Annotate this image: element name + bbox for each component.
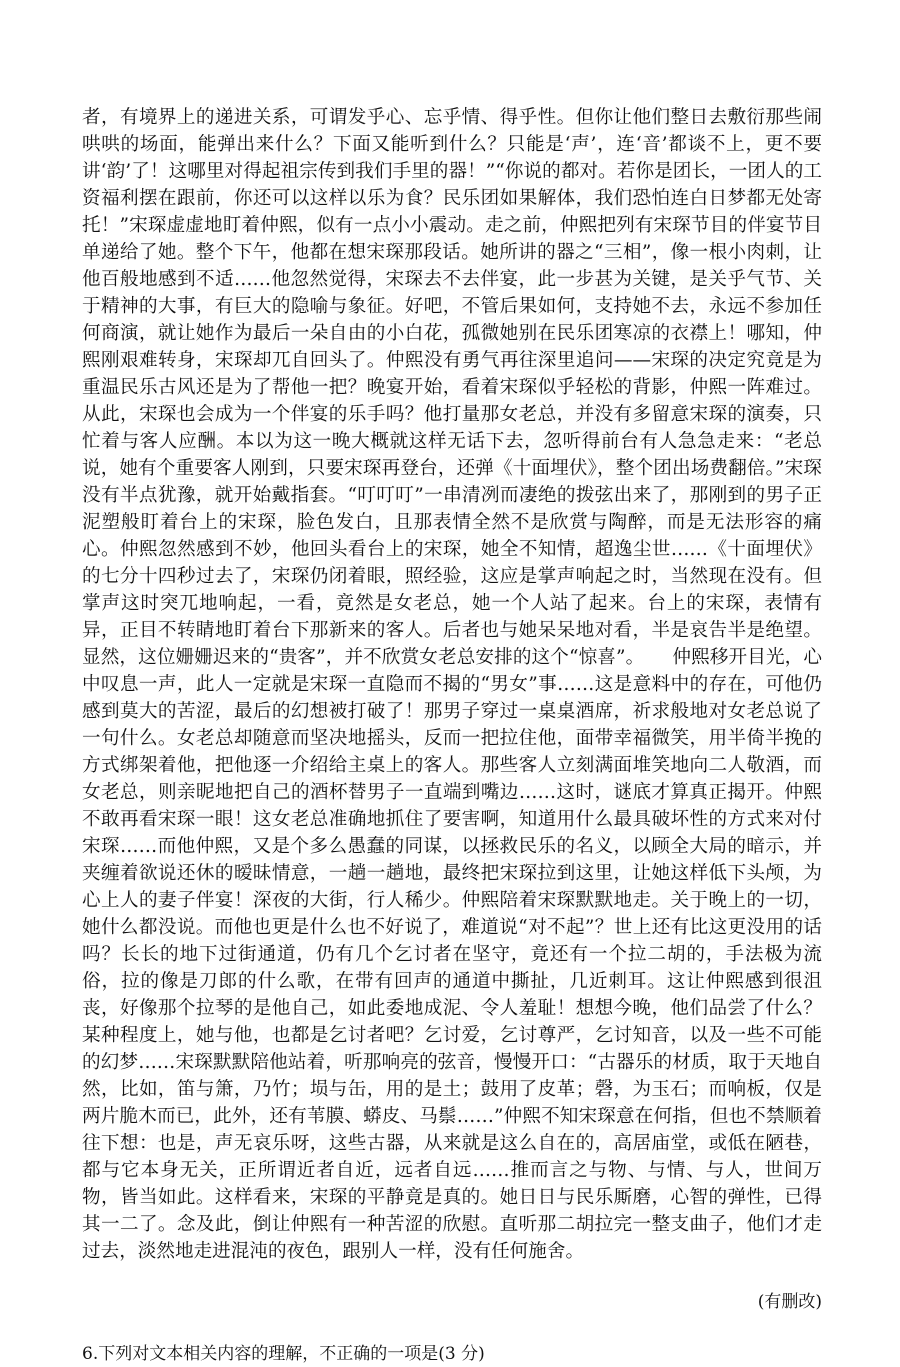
edit-note: (有删改)	[757, 1292, 822, 1312]
question-6: 6.下列对文本相关内容的理解，不正确的一项是(3 分)	[82, 1344, 485, 1364]
document-page	[82, 104, 822, 1367]
passage-text: 者，有境界上的递进关系，可谓发乎心、忘乎情、得乎性。但你让他们整日去敷衍那些闹哄哄的场面，能弹出来什么？下面又能听到什么？只能是‘声’，连‘音’都谈不上，更不要讲‘韵’了！这哪里对得起祖宗传到我们手里的器！”“你说的都对。若你是团长，一团人的工资福利摆在跟前，你还可以这样以乐为食？民乐团如果解体，我们恐怕连白日梦都无处寄托！”宋琛虚虚地盯着仲熙，似有一点小小震动。走之前，仲熙把列有宋琛节目的伴宴节目单递给了她。整个下午，他都在想宋琛那段话。她所讲的器之“三相”，像一根小肉刺，让他百般地感到不适……他忽然觉得，宋琛去不去伴宴，此一步甚为关键，是关乎气节、关于精神的大事，有巨大的隐喻与象征。好吧，不管后果如何，支持她不去，永远不参加任何商演，就让她作为最后一朵自由的小白花，孤微她别在民乐团寒凉的衣襟上！哪知，仲熙刚艰难转身，宋琛却兀自回头了。仲熙没有勇气再往深里追问——宋琛的决定究竟是为重温民乐古风还是为了帮他一把？晚宴开始，看着宋琛似乎轻松的背影，仲熙一阵难过。从此，宋琛也会成为一个伴宴的乐手吗？他打量那女老总，并没有多留意宋琛的演奏，只忙着与客人应酬。本以为这一晚大概就这样无话下去，忽听得前台有人急急走来：“老总说，她有个重要客人刚到，只要宋琛再登台，还弹《十面埋伏》，整个团出场费翻倍。”宋琛没有半点犹豫，就开始戴指套。“叮叮叮”一串清冽而凄绝的拨弦出来了，那刚到的男子正泥塑般盯着台上的宋琛，脸色发白，且那表情全然不是欣赏与陶醉，而是无法形容的痛心。仲熙忽然感到不妙，他回头看台上的宋琛，她全不知情，超逸尘世……《十面埋伏》的七分十四秒过去了，宋琛仍闭着眼，照经验，这应是掌声响起之时，当然现在没有。但掌声这时突兀地响起，一看，竟然是女老总，她一个人站了起来。台上的宋琛，表情有异，正目不转睛地盯着台下那新来的客人。后者也与她呆呆地对看，半是哀告半是绝望。显然，这位姗姗迟来的“贵客”，并不欣赏女老总安排的这个“惊喜”。 仲熙移开目光，心中叹息一声，此人一定就是宋琛一直隐而不揭的“男女”事……这是意料中的存在，可他仍感到莫大的苦涩，最后的幻想被打破了！那男子穿过一桌桌酒席，祈求般地对女老总说了一句什么。女老总却随意而坚决地摇头，反而一把拉住他，面带幸福微笑，用半倚半挽的方式绑架着他，把他逐一介绍给主桌上的客人。那些客人立刻满面堆笑地向二人敬酒，而女老总，则亲昵地把自己的酒杯替男子一直端到嘴边……这时，谜底才算真正揭开。仲熙不敢再看宋琛一眼！这女老总准确地抓住了要害啊，知道用什么最具破坏性的方式来对付宋琛……而他仲熙，又是个多么愚蠢的同谋，以拯救民乐的名义，以顾全大局的暗示，并夹缠着欲说还休的暧昧情意，一趟一趟地，最终把宋琛拉到这里，让她这样低下头颅，为心上人的妻子伴宴！深夜的大街，行人稀少。仲熙陪着宋琛默默地走。关于晚上的一切，她什么都没说。而他也更是什么也不好说了，难道说“对不起”？世上还有比这更没用的话吗？长长的地下过街通道，仍有几个乞讨者在坚守，竟还有一个拉二胡的，手法极为流俗，拉的像是刀郎的什么歌，在带有回声的通道中撕扯，几近刺耳。这让仲熙感到很沮丧，好像那个拉琴的是他自己，如此委地成泥、令人羞耻！想想今晚，他们品尝了什么？某种程度上，她与他，也都是乞讨者吧？乞讨爱，乞讨尊严，乞讨知音，以及一些不可能的幻梦……宋琛默默陪他站着，听那响亮的弦音，慢慢开口：“古器乐的材质，取于天地自然，比如，笛与箫，乃竹；埙与缶，用的是土；鼓用了皮革；磬，为玉石；而响板，仅是两片脆木而已，此外，还有苇膜、蟒皮、马鬃……”仲熙不知宋琛意在何指，但也不禁顺着往下想：也是，声无哀乐呀，这些古器，从来就是这么自在的，高居庙堂，或低在陋巷，都与它本身无关，正所谓近者自近，远者自远……推而言之与物、与情、与人，世间万物，皆当如此。这样看来，宋琛的平静竟是真的。她日日与民乐厮磨，心智的弹性，已得其一二了。念及此，倒让仲熙有一种苦涩的欣慰。直听那二胡拉完一整支曲子，他们才走过去，淡然地走进混沌的夜色，跟别人一样，没有任何施舍。	[82, 107, 822, 1262]
